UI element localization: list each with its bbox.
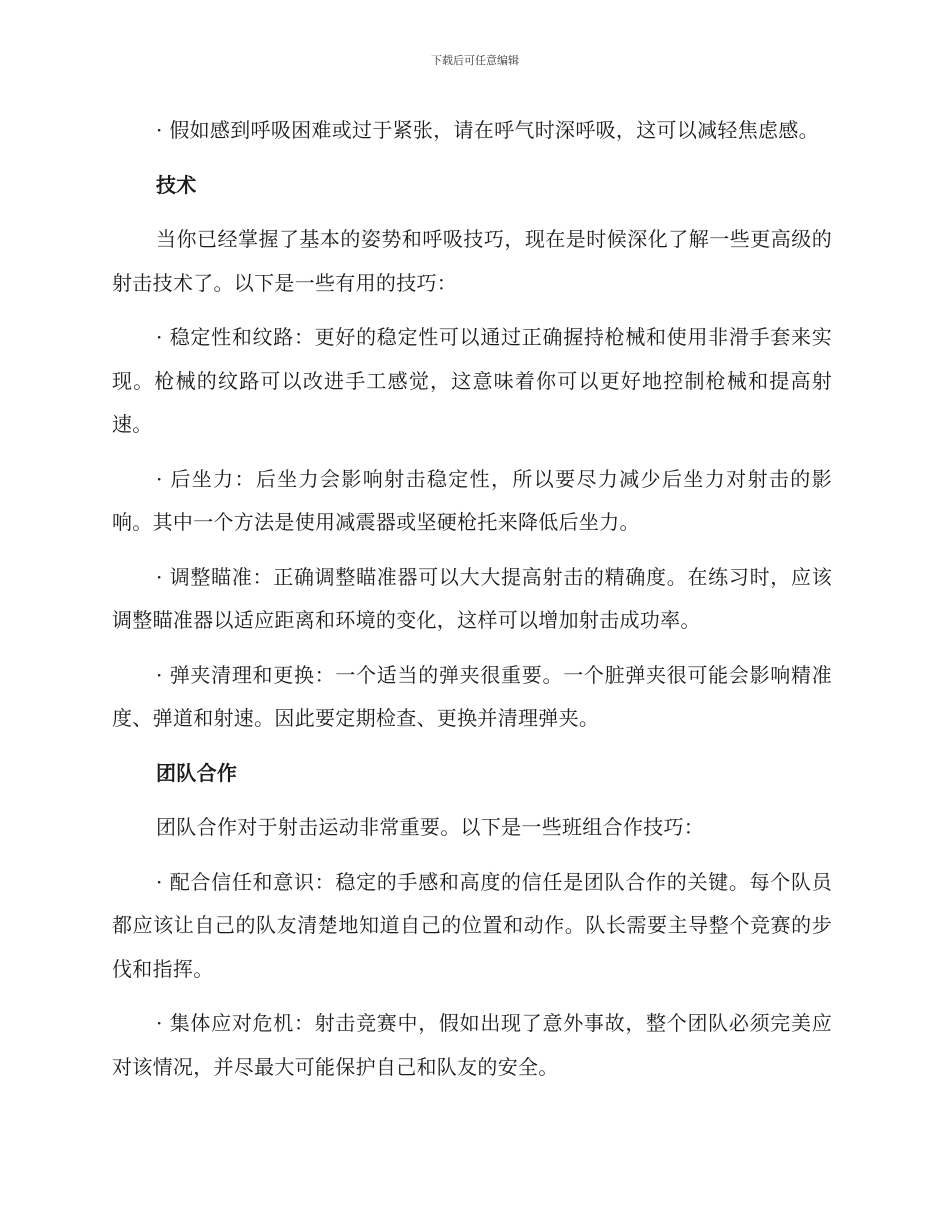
page-header: 下载后可任意编辑 — [431, 54, 519, 67]
bullet-paragraph-stability: · 稳定性和纹路：更好的稳定性可以通过正确握持枪械和使用非滑手套来实现。枪械的纹路可以改进手工感觉，这意味着你可以更好地控制枪械和提高射速。 — [112, 325, 832, 436]
bullet-paragraph-trust: · 配合信任和意识：稳定的手感和高度的信任是团队合作的关键。每个队员都应该让自己的队友清楚地知道自己的位置和动作。队长需要主导整个竞赛的步伐和指挥。 — [112, 869, 832, 981]
bullet-paragraph-recoil: · 后坐力：后坐力会影响射击稳定性，所以要尽力减少后坐力对射击的影响。其中一个方法是使用减震器或坚硬枪托来降低后坐力。 — [112, 466, 832, 534]
intro-paragraph-teamwork: 团队合作对于射击运动非常重要。以下是一些班组合作技巧： — [156, 815, 705, 839]
section-heading-technique: 技术 — [156, 172, 197, 197]
bullet-paragraph-aiming: · 调整瞄准：正确调整瞄准器可以大大提高射击的精确度。在练习时，应该调整瞄准器以适应距离和环境的变化，这样可以增加射击成功率。 — [112, 564, 832, 632]
document-body — [112, 109, 832, 1100]
section-heading-teamwork: 团队合作 — [156, 760, 238, 785]
intro-paragraph-technique: 当你已经掌握了基本的姿势和呼吸技巧，现在是时候深化了解一些更高级的射击技术了。以下是一些有用的技巧： — [112, 227, 832, 295]
bullet-paragraph-magazine: · 弹夹清理和更换：一个适当的弹夹很重要。一个脏弹夹很可能会影响精准度、弹道和射速。因此要定期检查、更换并清理弹夹。 — [112, 662, 832, 730]
bullet-paragraph-crisis: · 集体应对危机：射击竞赛中，假如出现了意外事故，整个团队必须完美应对该情况，并尽最大可能保护自己和队友的安全。 — [112, 1011, 832, 1079]
bullet-paragraph-breathing: · 假如感到呼吸困难或过于紧张，请在呼气时深呼吸，这可以减轻焦虑感。 — [156, 118, 819, 142]
